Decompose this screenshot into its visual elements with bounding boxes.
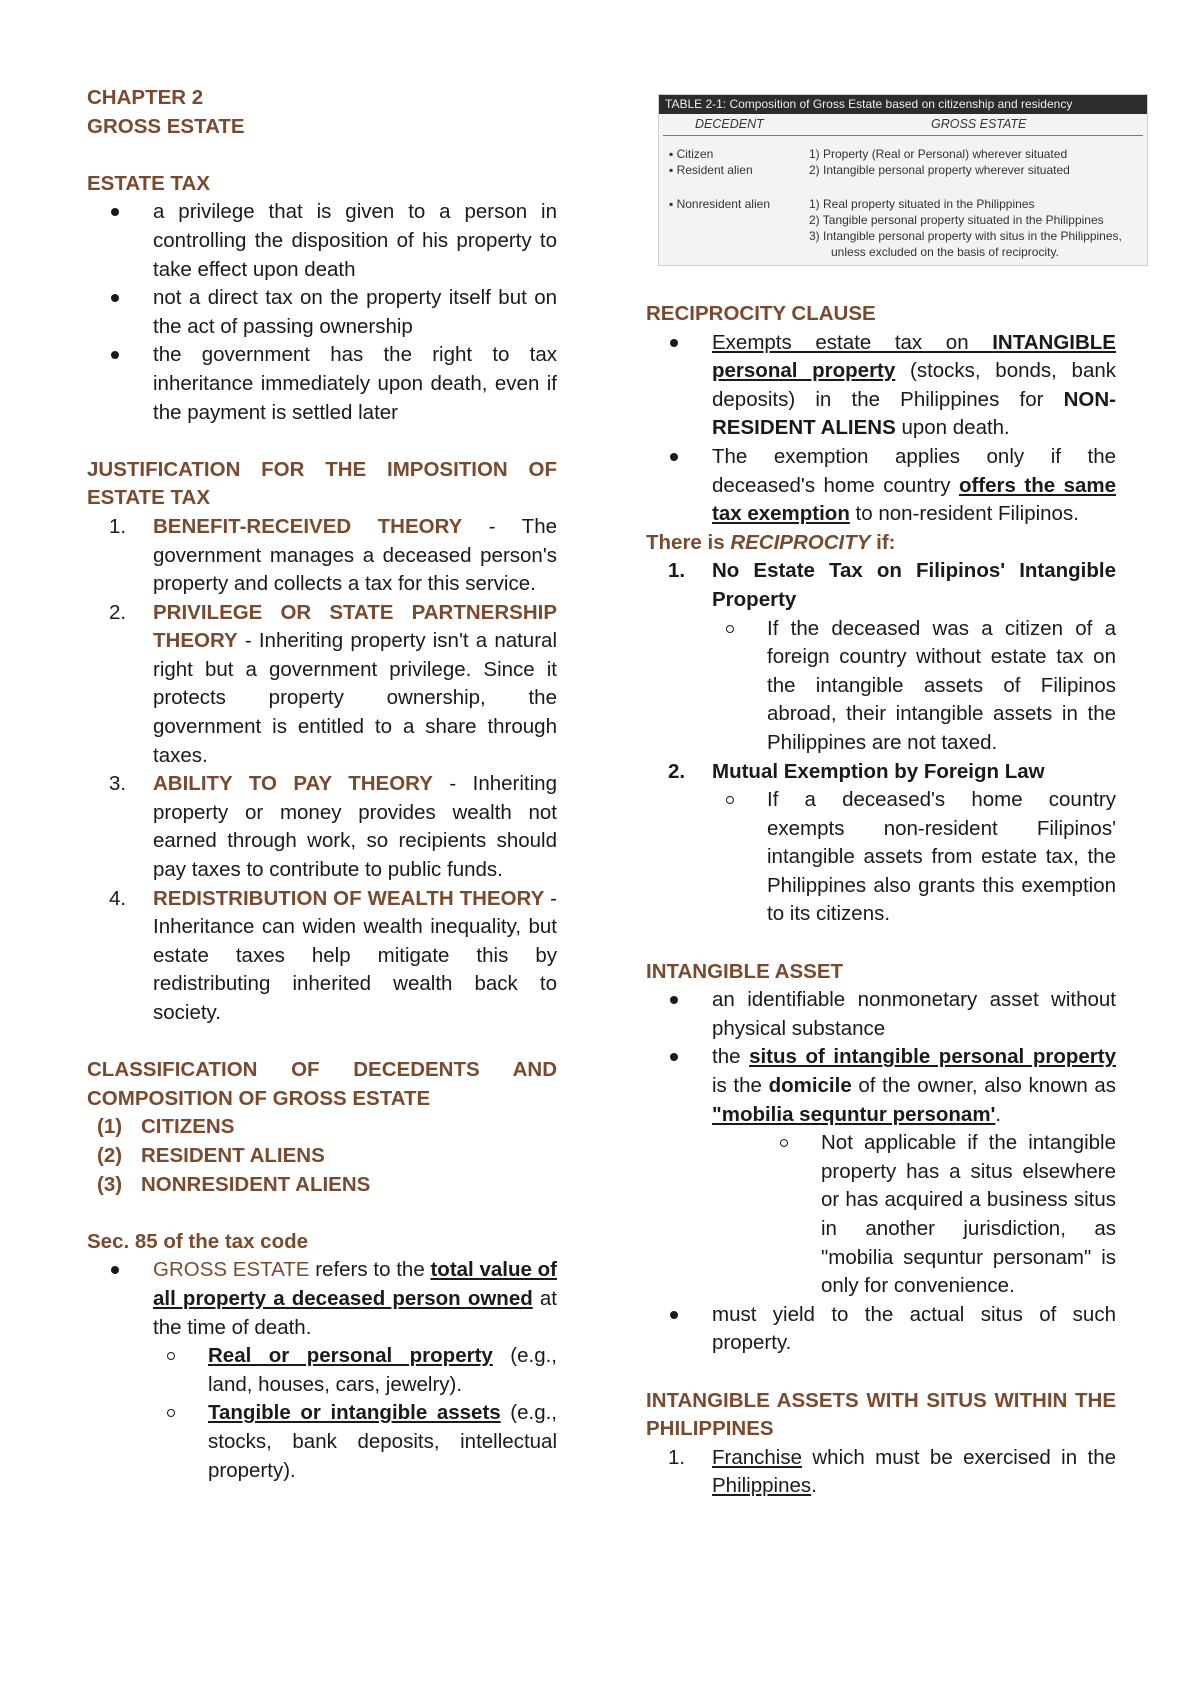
table-col-gross-estate: GROSS ESTATE bbox=[931, 117, 1027, 131]
classification-heading: CLASSIFICATION OF DECEDENTS AND COMPOSITION OF GROSS ESTATE bbox=[87, 1058, 557, 1110]
list-item: If a deceased's home country exempts non-resident Filipinos' intangible assets from estate tax, the Philippines also grants this exemption to its citizens. bbox=[712, 786, 1116, 929]
situs-heading: INTANGIBLE ASSETS WITH SITUS WITHIN THE PHILIPPINES bbox=[646, 1388, 1116, 1441]
table-cell: 2) Intangible personal property wherever situated bbox=[809, 163, 1070, 177]
reciprocity-heading: RECIPROCITY CLAUSE bbox=[646, 302, 876, 325]
list-item: Not applicable if the intangible property has a situs elsewhere or has acquired a business situs in another jurisdiction, as "mobilia sequntur personam" is only for convenience. bbox=[766, 1129, 1116, 1301]
left-column bbox=[87, 84, 557, 1485]
sec85-list bbox=[87, 1256, 557, 1342]
table-cell: 3) Intangible personal property with situs in the Philippines, bbox=[809, 229, 1122, 243]
theory-title: BENEFIT-RECEIVED THEORY bbox=[153, 514, 463, 538]
table-cell: unless excluded on the basis of reciprocity. bbox=[831, 245, 1059, 259]
estate-tax-list bbox=[87, 198, 557, 427]
reciprocity-condition: There is RECIPROCITY if: bbox=[646, 530, 896, 554]
justification-list bbox=[87, 513, 557, 1028]
list-item: 1. Franchise which must be exercised in the Philippines. bbox=[668, 1445, 1116, 1498]
list-item: (3) NONRESIDENT ALIENS bbox=[97, 1172, 371, 1196]
list-item: 1. No Estate Tax on Filipinos' Intangible Property bbox=[668, 559, 1116, 611]
list-item: an identifiable nonmonetary asset without physical substance bbox=[646, 986, 1116, 1043]
list-item: must yield to the actual situs of such property. bbox=[646, 1301, 1116, 1358]
intangible-asset-heading: INTANGIBLE ASSET bbox=[646, 959, 844, 983]
table-2-1-image bbox=[658, 94, 1148, 266]
table-cell: ▪ Resident alien bbox=[669, 163, 753, 177]
list-item: 2. Mutual Exemption by Foreign Law bbox=[668, 759, 1045, 783]
list-item: 1. BENEFIT-RECEIVED THEORY - The government manages a deceased person's property and collects a tax for this service. bbox=[109, 514, 557, 596]
table-col-decedent: DECEDENT bbox=[695, 117, 764, 131]
list-item: a privilege that is given to a person in controlling the disposition of his property to take effect upon death bbox=[87, 198, 557, 284]
list-item: The exemption applies only if the deceased's home country offers the same tax exemption to non-resident Filipinos. bbox=[646, 443, 1116, 529]
list-item: the government has the right to tax inheritance immediately upon death, even if the payment is settled later bbox=[87, 341, 557, 427]
list-item: (1) CITIZENS bbox=[97, 1115, 235, 1139]
list-item: not a direct tax on the property itself but on the act of passing ownership bbox=[87, 284, 557, 341]
table-cell: 1) Property (Real or Personal) wherever situated bbox=[809, 147, 1068, 161]
estate-tax-heading: ESTATE TAX bbox=[87, 171, 210, 195]
classification-list bbox=[87, 1113, 557, 1199]
table-cell: ▪ Citizen bbox=[669, 147, 714, 161]
situs-list bbox=[646, 1444, 1116, 1501]
right-column bbox=[646, 84, 1122, 1501]
table-cell: ▪ Nonresident alien bbox=[669, 197, 770, 211]
list-item: 4. REDISTRIBUTION OF WEALTH THEORY - Inheritance can widen wealth inequality, but estate taxes help mitigate this by redistributing inherited wealth back to society. bbox=[109, 886, 557, 1024]
justification-heading: JUSTIFICATION FOR THE IMPOSITION OF ESTATE TAX bbox=[87, 457, 557, 510]
theory-title: ABILITY TO PAY THEORY bbox=[153, 772, 433, 796]
sec85-sublist bbox=[153, 1342, 557, 1485]
list-item: GROSS ESTATE refers to the total value of all property a deceased person owned at the time of death. bbox=[87, 1256, 557, 1342]
list-item: If the deceased was a citizen of a foreign country without estate tax on the intangible assets of Filipinos abroad, their intangible assets in the Philippines are not taxed. bbox=[712, 615, 1116, 758]
chapter-label: CHAPTER 2 bbox=[87, 86, 204, 109]
reciprocity-conditions-list bbox=[646, 557, 1116, 614]
list-item: 3. ABILITY TO PAY THEORY - Inheriting property or money provides wealth not earned through work, so recipients should pay taxes to contribute to public funds. bbox=[109, 772, 557, 882]
list-item: 2. PRIVILEGE OR STATE PARTNERSHIP THEORY - Inheriting property isn't a natural right but a government privilege. Since it protects property ownership, the government is entitled to a share through taxes. bbox=[109, 600, 557, 767]
table-cell: 1) Real property situated in the Philippines bbox=[809, 197, 1035, 211]
sec85-heading: Sec. 85 of the tax code bbox=[87, 1229, 309, 1253]
table-cell: 2) Tangible personal property situated in the Philippines bbox=[809, 213, 1104, 227]
list-item: (2) RESIDENT ALIENS bbox=[97, 1143, 325, 1167]
list-item: Exempts estate tax on INTANGIBLE personal property (stocks, bonds, bank deposits) in the Philippines for NON-RESIDENT ALIENS upon death. bbox=[646, 329, 1116, 443]
intangible-asset-list bbox=[646, 986, 1116, 1129]
theory-title: REDISTRIBUTION OF WEALTH THEORY bbox=[153, 886, 545, 910]
reciprocity-list bbox=[646, 329, 1116, 529]
list-item: Real or personal property (e.g., land, houses, cars, jewelry). bbox=[153, 1342, 557, 1399]
chapter-title: GROSS ESTATE bbox=[87, 114, 245, 138]
theory-title: PRIVILEGE OR STATE PARTNERSHIP THEORY bbox=[153, 600, 557, 653]
table-title: TABLE 2-1: Composition of Gross Estate based on citizenship and residency bbox=[659, 95, 1147, 114]
list-item: Tangible or intangible assets (e.g., stocks, bank deposits, intellectual property). bbox=[153, 1399, 557, 1485]
list-item: the situs of intangible personal property is the domicile of the owner, also known as "mobilia sequntur personam'. bbox=[646, 1043, 1116, 1129]
